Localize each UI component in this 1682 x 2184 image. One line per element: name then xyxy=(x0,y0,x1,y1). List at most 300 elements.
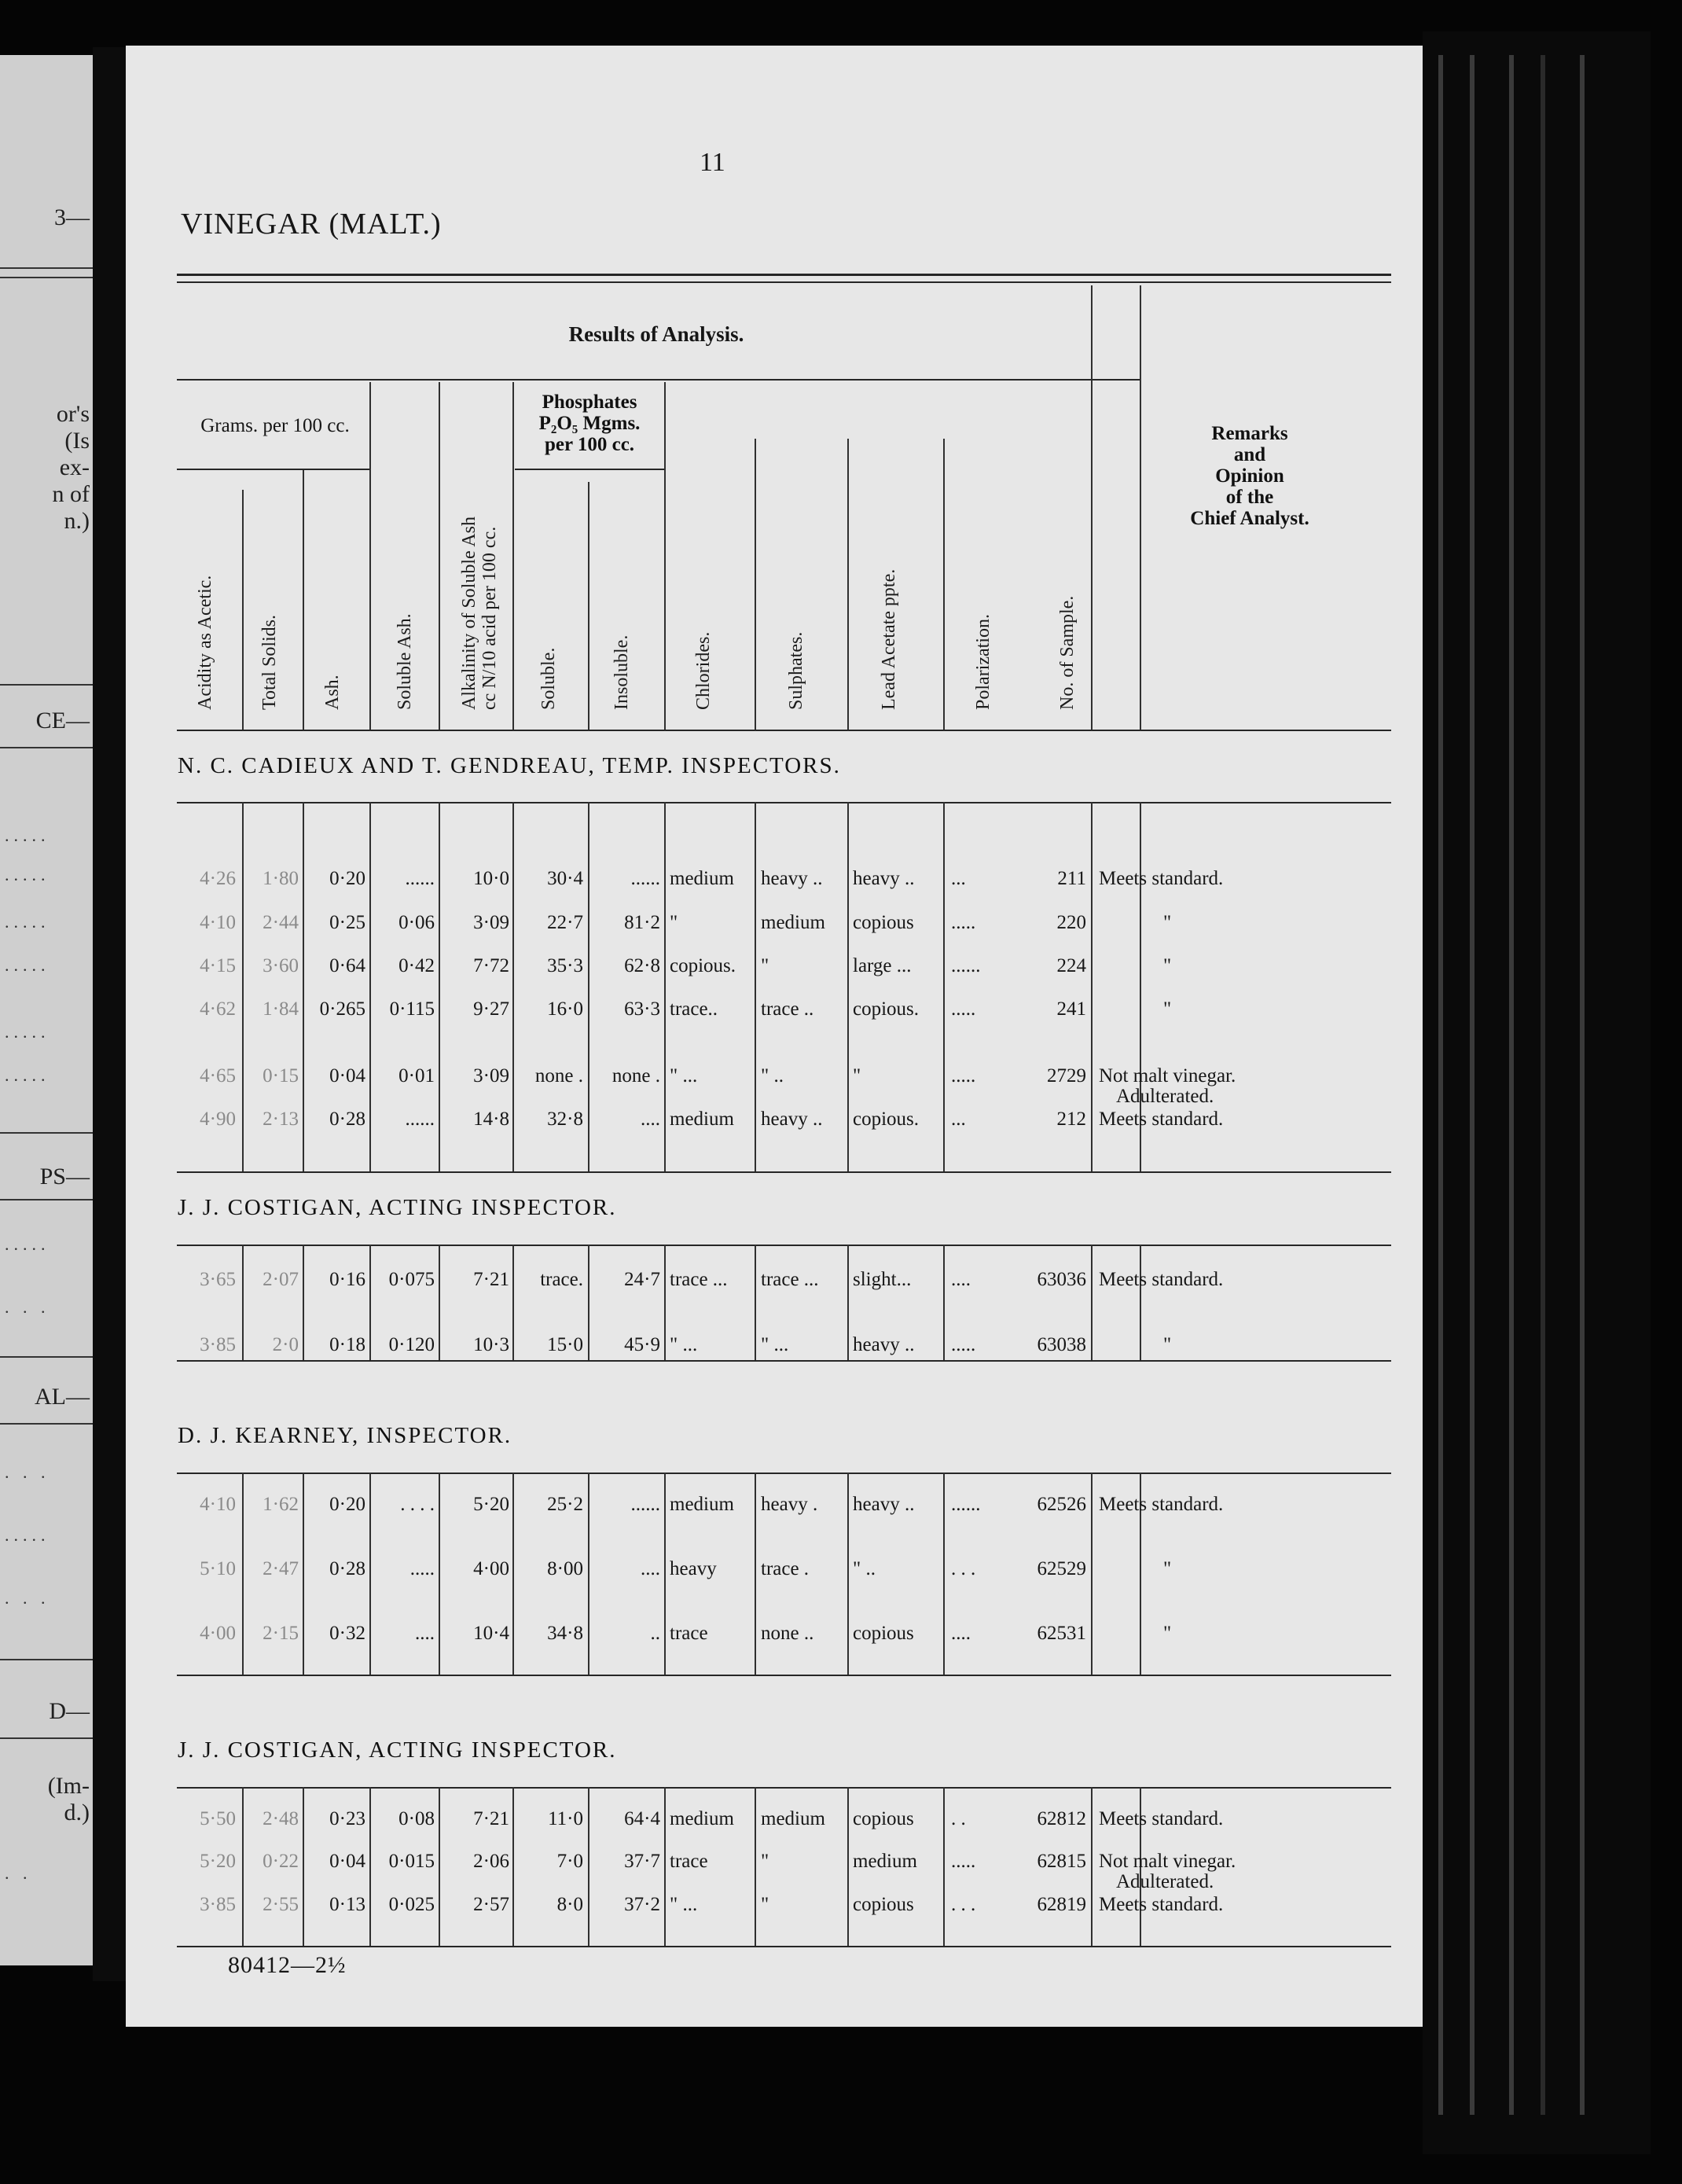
cell-pins: .. xyxy=(650,1623,660,1644)
cell-chl: heavy xyxy=(670,1558,717,1579)
book-edge xyxy=(1423,31,1651,2154)
cell-pins: .... xyxy=(641,1558,660,1579)
cell-sample: 62819 xyxy=(1037,1894,1086,1915)
facing-page-text: d.) xyxy=(64,1800,90,1826)
cell-sol_ash: 0·01 xyxy=(398,1065,435,1086)
facing-page-rule xyxy=(0,684,93,686)
col-head-soluble: Soluble. xyxy=(538,647,559,710)
cell-sul: trace . xyxy=(761,1558,810,1579)
column-rule xyxy=(847,439,849,730)
cell-pins: none . xyxy=(611,1065,660,1086)
cell-sul: trace ... xyxy=(761,1269,819,1290)
column-rule xyxy=(588,482,589,730)
cell-sul: heavy .. xyxy=(761,1109,823,1130)
document-page xyxy=(126,46,1423,2027)
cell-acid: 4·15 xyxy=(200,955,236,976)
cell-pol: . . . xyxy=(951,1558,976,1579)
edge-stripe xyxy=(1438,55,1443,2115)
col-head-chlorides: Chlorides. xyxy=(693,631,714,710)
remarks-line: Remarks xyxy=(1211,423,1288,444)
column-rule xyxy=(943,1787,945,1946)
col-head-soluble-ash: Soluble Ash. xyxy=(395,613,415,710)
cell-alk: 3·09 xyxy=(473,1065,509,1086)
alkalinity-line: cc N/10 acid per 100 cc. xyxy=(479,526,500,710)
column-rule xyxy=(512,382,514,730)
cell-pol: ..... xyxy=(951,912,976,933)
cell-pins: 37·7 xyxy=(624,1851,660,1872)
cell-remarks: Adulterated. xyxy=(1116,1086,1214,1107)
cell-acid: 5·20 xyxy=(200,1851,236,1872)
edge-stripe xyxy=(1580,55,1585,2115)
cell-acid: 4·00 xyxy=(200,1623,236,1644)
facing-page-rule xyxy=(0,267,93,269)
column-rule xyxy=(664,382,666,730)
cell-psol: 8·00 xyxy=(547,1558,583,1579)
cell-pins: 24·7 xyxy=(624,1269,660,1290)
facing-page-text: ex- xyxy=(59,454,90,480)
table-top-rule xyxy=(177,274,1391,276)
column-rule xyxy=(943,439,945,730)
column-rule xyxy=(664,1245,666,1360)
column-rule xyxy=(847,802,849,1171)
facing-page-text: 3— xyxy=(54,204,90,230)
cell-pins: ...... xyxy=(630,868,660,889)
remarks-heading xyxy=(1100,423,1399,529)
facing-page-text: or's xyxy=(56,401,90,427)
cell-remarks: " xyxy=(1163,1558,1172,1579)
column-rule xyxy=(1091,1245,1093,1360)
cell-remarks: Meets standard. xyxy=(1099,1269,1224,1290)
cell-pins: 37·2 xyxy=(624,1894,660,1915)
cell-alk: 10·4 xyxy=(473,1623,509,1644)
facing-page-rule xyxy=(0,1132,93,1134)
cell-ash: 0·20 xyxy=(329,868,365,889)
grams-heading: Grams. per 100 cc. xyxy=(200,415,350,436)
cell-lead: heavy .. xyxy=(853,1494,915,1515)
cell-remarks: Meets standard. xyxy=(1099,1808,1224,1829)
cell-sul: none .. xyxy=(761,1623,814,1644)
table-bottom-rule xyxy=(177,1946,1391,1947)
cell-remarks: Meets standard. xyxy=(1099,1494,1224,1515)
col-head-alkalinity xyxy=(459,517,500,710)
cell-chl: " xyxy=(670,912,678,933)
column-rule xyxy=(755,1245,756,1360)
cell-alk: 3·09 xyxy=(473,912,509,933)
cell-ash: 0·28 xyxy=(329,1109,365,1130)
cell-lead: copious xyxy=(853,1894,914,1915)
table-top-rule xyxy=(177,281,1391,283)
cell-psol: 8·0 xyxy=(556,1894,583,1915)
cell-ash: 0·04 xyxy=(329,1065,365,1086)
section-rule xyxy=(177,1171,1391,1173)
footer-code: 80412—2½ xyxy=(228,1952,347,1978)
cell-pol: . . xyxy=(951,1808,966,1829)
cell-solids: 1·84 xyxy=(263,998,299,1020)
facing-page-dots: . . . xyxy=(5,1297,50,1317)
cell-lead: copious. xyxy=(853,1109,920,1130)
column-rule xyxy=(1091,1473,1093,1675)
section-title: J. J. COSTIGAN, ACTING INSPECTOR. xyxy=(178,1737,617,1763)
cell-remarks: " xyxy=(1163,912,1172,933)
cell-pins: .... xyxy=(641,1109,660,1130)
column-rule xyxy=(1140,1245,1141,1360)
column-rule xyxy=(664,1473,666,1675)
edge-stripe xyxy=(1509,55,1514,2115)
column-rule xyxy=(664,802,666,1171)
cell-ash: 0·25 xyxy=(329,912,365,933)
phosphates-line: P₂O₅ Mgms. xyxy=(538,413,641,434)
cell-pol: ...... xyxy=(951,955,981,976)
remarks-line: Chief Analyst. xyxy=(1190,508,1309,529)
facing-page-dots: ..... xyxy=(5,1525,50,1545)
cell-sol_ash: .... xyxy=(415,1623,435,1644)
cell-acid: 5·10 xyxy=(200,1558,236,1579)
cell-sample: 62531 xyxy=(1037,1623,1086,1644)
cell-lead: " xyxy=(853,1065,861,1086)
section-title: D. J. KEARNEY, INSPECTOR. xyxy=(178,1423,512,1448)
column-rule xyxy=(439,382,440,730)
cell-psol: 32·8 xyxy=(547,1109,583,1130)
cell-sample: 211 xyxy=(1057,868,1086,889)
cell-sul: medium xyxy=(761,912,825,933)
cell-pol: . . . xyxy=(951,1894,976,1915)
cell-sol_ash: 0·120 xyxy=(388,1334,435,1355)
cell-pins: 63·3 xyxy=(624,998,660,1020)
cell-ash: 0·13 xyxy=(329,1894,365,1915)
cell-sample: 63036 xyxy=(1037,1269,1086,1290)
cell-sample: 241 xyxy=(1056,998,1086,1020)
cell-psol: 7·0 xyxy=(556,1851,583,1872)
cell-remarks: Meets standard. xyxy=(1099,868,1224,889)
cell-lead: copious. xyxy=(853,998,920,1020)
cell-pol: ... xyxy=(951,1109,966,1130)
header-bottom-rule xyxy=(177,730,1391,731)
cell-alk: 10·0 xyxy=(473,868,509,889)
cell-lead: copious xyxy=(853,1808,914,1829)
section-rule xyxy=(177,802,1391,803)
cell-remarks: " xyxy=(1163,1334,1172,1355)
cell-chl: " ... xyxy=(670,1065,698,1086)
cell-chl: trace xyxy=(670,1851,708,1872)
facing-page-text: n of xyxy=(52,481,90,507)
cell-pol: ..... xyxy=(951,1851,976,1872)
cell-psol: none . xyxy=(534,1065,583,1086)
section-rule xyxy=(177,1675,1391,1676)
cell-solids: 1·80 xyxy=(263,868,299,889)
cell-alk: 2·57 xyxy=(473,1894,509,1915)
column-rule xyxy=(242,490,244,730)
facing-page-dots: . . . xyxy=(5,1588,50,1608)
facing-page-text: (Im- xyxy=(47,1773,90,1799)
cell-alk: 4·00 xyxy=(473,1558,509,1579)
facing-page-dots: ..... xyxy=(5,1234,50,1254)
cell-acid: 4·10 xyxy=(200,912,236,933)
cell-remarks: Meets standard. xyxy=(1099,1894,1224,1915)
facing-page-rule xyxy=(0,277,93,278)
col-head-sample: No. of Sample. xyxy=(1057,595,1078,710)
cell-remarks: " xyxy=(1163,955,1172,976)
cell-pol: ... xyxy=(951,868,966,889)
facing-page-dots: ..... xyxy=(5,1022,50,1042)
cell-lead: heavy .. xyxy=(853,868,915,889)
section-rule xyxy=(177,1787,1391,1789)
cell-acid: 4·10 xyxy=(200,1494,236,1515)
column-rule xyxy=(664,1787,666,1946)
alkalinity-line: Alkalinity of Soluble Ash xyxy=(459,517,479,710)
section-rule xyxy=(177,1360,1391,1362)
facing-page-text: (Is xyxy=(64,428,90,454)
facing-page-rule xyxy=(0,1423,93,1425)
col-head-lead-acetate: Lead Acetate ppte. xyxy=(879,568,899,710)
column-rule xyxy=(1091,1787,1093,1946)
results-rule xyxy=(177,379,1140,381)
cell-alk: 7·21 xyxy=(473,1808,509,1829)
col-head-insoluble: Insoluble. xyxy=(611,634,632,710)
cell-sol_ash: 0·025 xyxy=(388,1894,435,1915)
cell-sol_ash: ..... xyxy=(409,1558,435,1579)
cell-sul: " .. xyxy=(761,1065,784,1086)
column-rule xyxy=(303,470,304,730)
cell-sol_ash: ...... xyxy=(405,868,435,889)
remarks-line: of the xyxy=(1225,487,1274,508)
cell-remarks: " xyxy=(1163,1623,1172,1644)
cell-pol: ...... xyxy=(951,1494,981,1515)
book-gutter xyxy=(93,47,126,1981)
cell-sul: " xyxy=(761,1894,769,1915)
cell-sol_ash: 0·06 xyxy=(398,912,435,933)
cell-solids: 2·55 xyxy=(263,1894,299,1915)
column-rule xyxy=(1091,285,1093,730)
cell-alk: 7·72 xyxy=(473,955,509,976)
column-rule xyxy=(943,802,945,1171)
cell-remarks: Adulterated. xyxy=(1116,1871,1214,1892)
col-head-polarization: Polarization. xyxy=(973,614,993,710)
cell-chl: medium xyxy=(670,1808,734,1829)
phosphates-line: Phosphates xyxy=(542,392,637,413)
facing-page-dots: ..... xyxy=(5,955,50,975)
column-rule xyxy=(943,1473,945,1675)
cell-sol_ash: . . . . xyxy=(400,1494,435,1515)
cell-lead: slight... xyxy=(853,1269,912,1290)
cell-solids: 0·15 xyxy=(263,1065,299,1086)
grams-rule xyxy=(177,469,369,470)
cell-sample: 62526 xyxy=(1037,1494,1086,1515)
cell-lead: heavy .. xyxy=(853,1334,915,1355)
cell-acid: 4·65 xyxy=(200,1065,236,1086)
cell-sample: 224 xyxy=(1056,955,1086,976)
column-rule xyxy=(755,802,756,1171)
cell-acid: 5·50 xyxy=(200,1808,236,1829)
facing-page-text: D— xyxy=(49,1698,90,1724)
section-title: N. C. CADIEUX AND T. GENDREAU, TEMP. INSPECTORS. xyxy=(178,753,841,778)
cell-alk: 14·8 xyxy=(473,1109,509,1130)
cell-sol_ash: 0·08 xyxy=(398,1808,435,1829)
col-head-total-solids: Total Solids. xyxy=(259,615,280,710)
cell-sul: " ... xyxy=(761,1334,789,1355)
cell-psol: 30·4 xyxy=(547,868,583,889)
facing-page-dots: ..... xyxy=(5,825,50,845)
cell-pins: ...... xyxy=(630,1494,660,1515)
column-rule xyxy=(847,1473,849,1675)
facing-page-text: PS— xyxy=(39,1164,90,1189)
phosphates-line: per 100 cc. xyxy=(544,434,635,455)
column-rule xyxy=(847,1787,849,1946)
facing-page-dots: ..... xyxy=(5,865,50,884)
cell-sample: 62529 xyxy=(1037,1558,1086,1579)
cell-sul: heavy .. xyxy=(761,868,823,889)
cell-pol: .... xyxy=(951,1623,971,1644)
edge-stripe xyxy=(1470,55,1475,2115)
cell-psol: 16·0 xyxy=(547,998,583,1020)
column-rule xyxy=(943,1245,945,1360)
facing-page xyxy=(0,55,93,1965)
cell-chl: trace ... xyxy=(670,1269,728,1290)
facing-page-dots: . . xyxy=(5,1863,32,1883)
cell-psol: 35·3 xyxy=(547,955,583,976)
cell-pins: 45·9 xyxy=(624,1334,660,1355)
cell-sol_ash: 0·015 xyxy=(388,1851,435,1872)
cell-pins: 81·2 xyxy=(624,912,660,933)
cell-ash: 0·265 xyxy=(319,998,365,1020)
cell-solids: 1·62 xyxy=(263,1494,299,1515)
cell-remarks: Meets standard. xyxy=(1099,1109,1224,1130)
section-rule xyxy=(177,1245,1391,1246)
cell-solids: 2·07 xyxy=(263,1269,299,1290)
col-head-sulphates: Sulphates. xyxy=(786,631,806,710)
column-rule xyxy=(755,1473,756,1675)
cell-lead: " .. xyxy=(853,1558,876,1579)
cell-lead: large ... xyxy=(853,955,912,976)
column-rule xyxy=(847,1245,849,1360)
cell-solids: 2·47 xyxy=(263,1558,299,1579)
cell-chl: " ... xyxy=(670,1894,698,1915)
cell-sol_ash: ...... xyxy=(405,1109,435,1130)
cell-remarks: " xyxy=(1163,998,1172,1020)
cell-sample: 220 xyxy=(1056,912,1086,933)
cell-ash: 0·18 xyxy=(329,1334,365,1355)
cell-psol: 34·8 xyxy=(547,1623,583,1644)
col-head-ash: Ash. xyxy=(322,675,343,710)
facing-page-rule xyxy=(0,1356,93,1358)
cell-sample: 212 xyxy=(1056,1109,1086,1130)
cell-psol: 11·0 xyxy=(548,1808,583,1829)
cell-acid: 3·85 xyxy=(200,1894,236,1915)
cell-acid: 4·90 xyxy=(200,1109,236,1130)
remarks-line: and xyxy=(1233,444,1266,465)
cell-sul: trace .. xyxy=(761,998,814,1020)
edge-stripe xyxy=(1541,55,1545,2115)
column-rule xyxy=(369,382,371,730)
cell-solids: 2·44 xyxy=(263,912,299,933)
cell-pol: ..... xyxy=(951,1065,976,1086)
facing-page-dots: . . . xyxy=(5,1462,50,1482)
facing-page-text: n.) xyxy=(64,508,90,534)
cell-alk: 5·20 xyxy=(473,1494,509,1515)
cell-chl: trace xyxy=(670,1623,708,1644)
cell-lead: copious xyxy=(853,1623,914,1644)
cell-ash: 0·16 xyxy=(329,1269,365,1290)
cell-psol: 22·7 xyxy=(547,912,583,933)
cell-remarks: Not malt vinegar. xyxy=(1099,1065,1236,1086)
cell-ash: 0·32 xyxy=(329,1623,365,1644)
facing-page-dots: ..... xyxy=(5,1065,50,1085)
cell-solids: 0·22 xyxy=(263,1851,299,1872)
cell-sample: 63038 xyxy=(1037,1334,1086,1355)
cell-chl: medium xyxy=(670,1494,734,1515)
cell-acid: 3·85 xyxy=(200,1334,236,1355)
cell-sul: medium xyxy=(761,1808,825,1829)
cell-ash: 0·23 xyxy=(329,1808,365,1829)
column-rule xyxy=(755,439,756,730)
cell-solids: 2·0 xyxy=(272,1334,299,1355)
cell-sol_ash: 0·42 xyxy=(398,955,435,976)
cell-psol: 25·2 xyxy=(547,1494,583,1515)
cell-chl: trace.. xyxy=(670,998,718,1020)
cell-chl: copious. xyxy=(670,955,736,976)
section-title: J. J. COSTIGAN, ACTING INSPECTOR. xyxy=(178,1195,617,1220)
cell-lead: medium xyxy=(853,1851,917,1872)
cell-chl: medium xyxy=(670,1109,734,1130)
cell-alk: 9·27 xyxy=(473,998,509,1020)
cell-ash: 0·28 xyxy=(329,1558,365,1579)
cell-sample: 62812 xyxy=(1037,1808,1086,1829)
facing-page-dots: ..... xyxy=(5,912,50,932)
phosphates-rule xyxy=(515,469,664,470)
cell-alk: 7·21 xyxy=(473,1269,509,1290)
cell-psol: 15·0 xyxy=(547,1334,583,1355)
page-title: VINEGAR (MALT.) xyxy=(181,208,442,241)
cell-lead: copious xyxy=(853,912,914,933)
cell-solids: 2·48 xyxy=(263,1808,299,1829)
cell-sul: heavy . xyxy=(761,1494,818,1515)
cell-sample: 2729 xyxy=(1047,1065,1086,1086)
cell-chl: medium xyxy=(670,868,734,889)
phosphates-heading xyxy=(511,392,668,455)
cell-pins: 62·8 xyxy=(624,955,660,976)
column-rule xyxy=(755,1787,756,1946)
facing-page-text: AL— xyxy=(35,1384,90,1410)
results-heading: Results of Analysis. xyxy=(568,322,744,346)
cell-solids: 2·13 xyxy=(263,1109,299,1130)
cell-sul: " xyxy=(761,1851,769,1872)
cell-pol: ..... xyxy=(951,998,976,1020)
remarks-line: Opinion xyxy=(1215,465,1284,487)
cell-acid: 3·65 xyxy=(200,1269,236,1290)
cell-ash: 0·04 xyxy=(329,1851,365,1872)
section-rule xyxy=(177,1473,1391,1474)
facing-page-rule xyxy=(0,1737,93,1739)
cell-remarks: Not malt vinegar. xyxy=(1099,1851,1236,1872)
cell-psol: trace. xyxy=(540,1269,583,1290)
cell-sol_ash: 0·115 xyxy=(389,998,435,1020)
cell-alk: 10·3 xyxy=(473,1334,509,1355)
cell-ash: 0·64 xyxy=(329,955,365,976)
column-rule xyxy=(1091,802,1093,1171)
cell-pol: .... xyxy=(951,1269,971,1290)
cell-pins: 64·4 xyxy=(624,1808,660,1829)
facing-page-rule xyxy=(0,747,93,748)
facing-page-rule xyxy=(0,1199,93,1200)
col-head-acidity: Acidity as Acetic. xyxy=(195,575,215,710)
cell-ash: 0·20 xyxy=(329,1494,365,1515)
cell-pol: ..... xyxy=(951,1334,976,1355)
cell-acid: 4·26 xyxy=(200,868,236,889)
facing-page-rule xyxy=(0,1659,93,1660)
cell-solids: 2·15 xyxy=(263,1623,299,1644)
cell-solids: 3·60 xyxy=(263,955,299,976)
cell-chl: " ... xyxy=(670,1334,698,1355)
cell-sol_ash: 0·075 xyxy=(388,1269,435,1290)
